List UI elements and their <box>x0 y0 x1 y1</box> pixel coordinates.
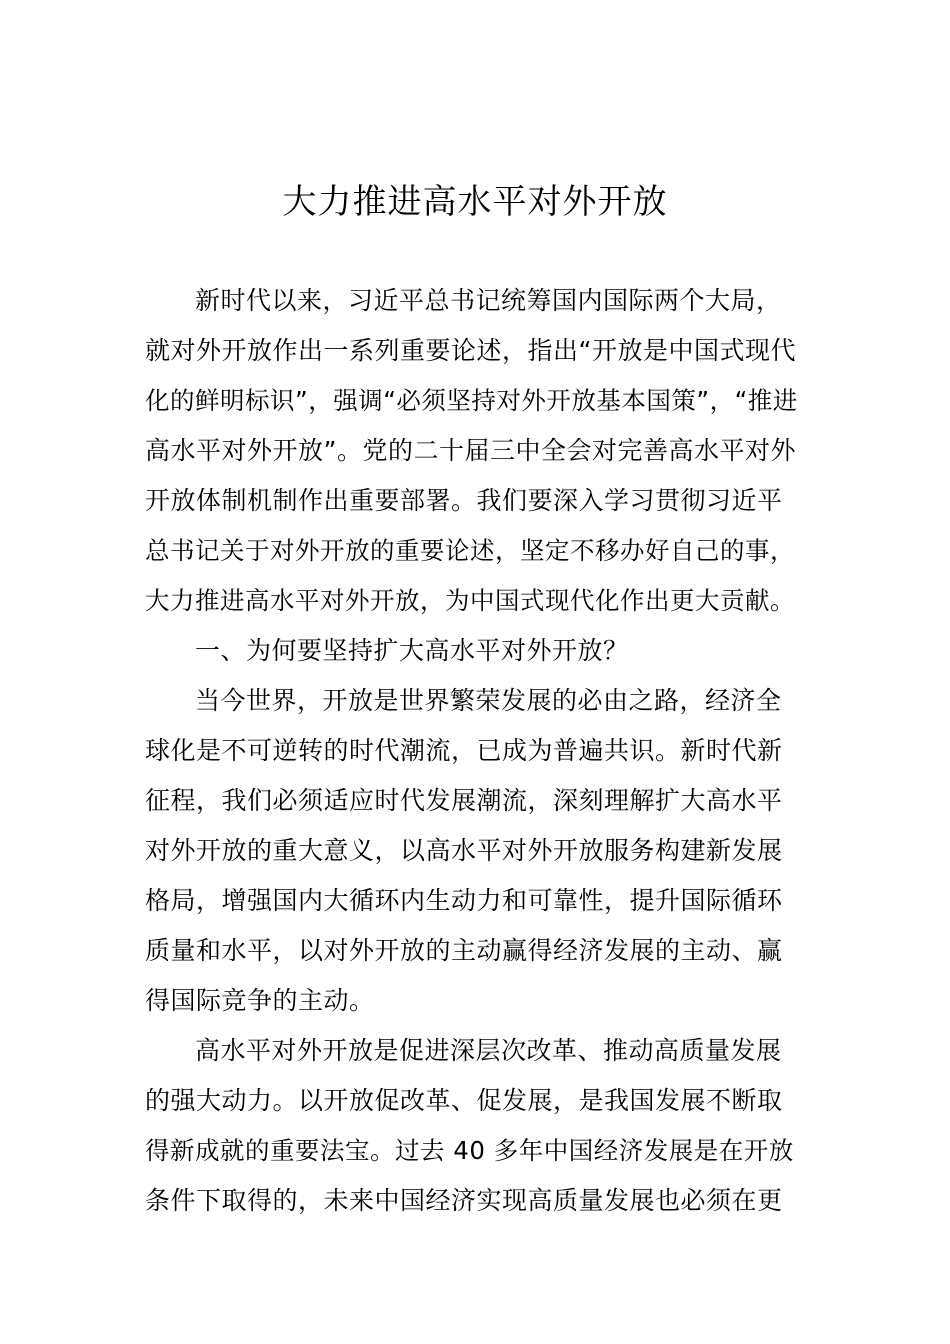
body-line: 得国际竞争的主动。 <box>145 986 375 1015</box>
body-line: 一、为何要坚持扩大高水平对外开放？ <box>195 636 629 665</box>
body-line: 当今世界，开放是世界繁荣发展的必由之路，经济全 <box>195 686 782 715</box>
document-title: 大力推进高水平对外开放 <box>282 182 668 222</box>
body-line: 得新成就的重要法宝。过去 40 多年中国经济发展是在开放 <box>145 1136 794 1165</box>
body-line: 球化是不可逆转的时代潮流，已成为普遍共识。新时代新 <box>145 736 783 765</box>
body-line: 总书记关于对外开放的重要论述，坚定不移办好自己的事， <box>145 536 795 565</box>
body-line: 高水平对外开放是促进深层次改革、推动高质量发展 <box>195 1036 782 1065</box>
body-line: 就对外开放作出一系列重要论述，指出“开放是中国式现代 <box>145 336 796 365</box>
body-line: 格局，增强国内大循环内生动力和可靠性，提升国际循环 <box>145 886 783 915</box>
body-line: 征程，我们必须适应时代发展潮流，深刻理解扩大高水平 <box>145 786 783 815</box>
body-line: 对外开放的重大意义，以高水平对外开放服务构建新发展 <box>145 836 783 865</box>
document-body <box>145 276 805 1226</box>
body-line: 的强大动力。以开放促改革、促发展，是我国发展不断取 <box>145 1086 783 1115</box>
body-line: 化的鲜明标识”，强调“必须坚持对外开放基本国策”，“推进 <box>145 386 798 415</box>
body-line: 条件下取得的，未来中国经济实现高质量发展也必须在更 <box>145 1186 783 1215</box>
body-line: 高水平对外开放”。党的二十届三中全会对完善高水平对外 <box>145 436 796 465</box>
body-line: 质量和水平，以对外开放的主动赢得经济发展的主动、赢 <box>145 936 783 965</box>
body-line: 新时代以来，习近平总书记统筹国内国际两个大局， <box>195 286 782 315</box>
body-line: 大力推进高水平对外开放，为中国式现代化作出更大贡献。 <box>145 586 795 615</box>
body-line: 开放体制机制作出重要部署。我们要深入学习贯彻习近平 <box>145 486 783 515</box>
